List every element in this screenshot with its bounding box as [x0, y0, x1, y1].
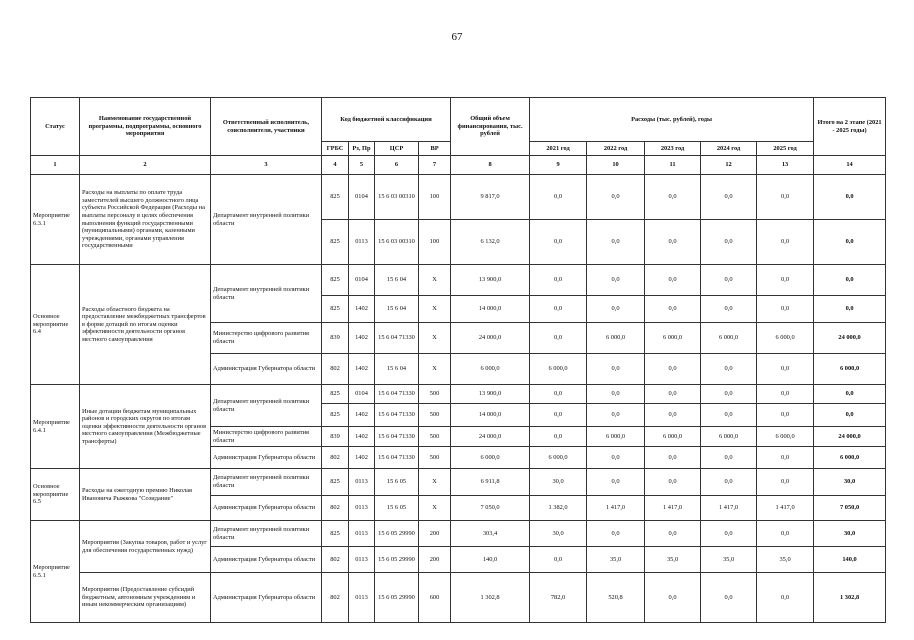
table-row — [31, 265, 886, 296]
year-2021-cell: 0,0 — [530, 385, 587, 404]
year-2024-cell: 0,0 — [701, 469, 757, 496]
name-cell: Иные дотации бюджетам муниципальных районов и городских округов по итогам оценки эффективности деятельности органов местного самоуправления (Межбюджетные трансферты) — [80, 385, 211, 469]
year-2025-cell: 0,0 — [757, 296, 814, 323]
csr-cell: 15 6 04 — [375, 265, 419, 296]
year-2024-cell: 1 417,0 — [701, 496, 757, 521]
vr-cell: 100 — [419, 220, 451, 265]
grbs-cell: 825 — [322, 265, 349, 296]
year-2025-cell: 0,0 — [757, 175, 814, 220]
year-2022-cell: 0,0 — [587, 469, 645, 496]
year-2022-cell: 0,0 — [587, 404, 645, 427]
stage-total-cell: 0,0 — [814, 296, 886, 323]
year-2025-cell: 0,0 — [757, 354, 814, 385]
year-2025-cell: 0,0 — [757, 469, 814, 496]
status-cell: Мероприятие 6.4.1 — [31, 385, 80, 469]
header-year-2022: 2022 год — [587, 142, 645, 156]
stage-total-cell: 6 000,0 — [814, 447, 886, 469]
header-rzpr: Рз, Пр — [349, 142, 375, 156]
csr-cell: 15 6 03 00310 — [375, 175, 419, 220]
executor-cell: Департамент внутренней политики области — [211, 265, 322, 323]
year-2024-cell: 0,0 — [701, 573, 757, 623]
grbs-cell: 802 — [322, 547, 349, 573]
vr-cell: 200 — [419, 521, 451, 547]
grbs-cell: 825 — [322, 404, 349, 427]
csr-cell: 15 6 03 00310 — [375, 220, 419, 265]
vr-cell: X — [419, 296, 451, 323]
year-2023-cell: 0,0 — [645, 296, 701, 323]
vr-cell: X — [419, 469, 451, 496]
total-cell: 7 050,0 — [451, 496, 530, 521]
year-2023-cell: 1 417,0 — [645, 496, 701, 521]
rzpr-cell: 0104 — [349, 175, 375, 220]
header-expenses: Расходы (тыс. рублей), годы — [530, 98, 814, 142]
rzpr-cell: 0113 — [349, 573, 375, 623]
status-cell: Основное мероприятие 6.4 — [31, 265, 80, 385]
total-cell: 6 000,0 — [451, 447, 530, 469]
csr-cell: 15 6 04 — [375, 354, 419, 385]
stage-total-cell: 0,0 — [814, 265, 886, 296]
executor-cell: Министерство цифрового развития области — [211, 323, 322, 354]
rzpr-cell: 1402 — [349, 447, 375, 469]
executor-cell: Администрация Губернатора области — [211, 447, 322, 469]
year-2023-cell: 0,0 — [645, 385, 701, 404]
year-2023-cell: 0,0 — [645, 404, 701, 427]
total-cell: 9 817,0 — [451, 175, 530, 220]
table-row — [31, 385, 886, 404]
executor-cell: Администрация Губернатора области — [211, 547, 322, 573]
name-cell: Расходы областного бюджета на предоставление межбюджетных трансфертов в форме дотаций по итогам оценки эффективности деятельности органов местного самоуправления — [80, 265, 211, 385]
grbs-cell: 825 — [322, 469, 349, 496]
year-2025-cell: 0,0 — [757, 447, 814, 469]
header-csr: ЦСР — [375, 142, 419, 156]
grbs-cell: 825 — [322, 385, 349, 404]
year-2024-cell: 6 000,0 — [701, 427, 757, 447]
column-number: 11 — [645, 156, 701, 175]
year-2025-cell: 0,0 — [757, 404, 814, 427]
csr-cell: 15 6 05 29990 — [375, 573, 419, 623]
year-2025-cell: 6 000,0 — [757, 427, 814, 447]
column-number: 3 — [211, 156, 322, 175]
year-2023-cell: 0,0 — [645, 573, 701, 623]
vr-cell: X — [419, 354, 451, 385]
stage-total-cell: 30,0 — [814, 521, 886, 547]
year-2025-cell: 0,0 — [757, 385, 814, 404]
stage-total-cell: 1 302,8 — [814, 573, 886, 623]
year-2024-cell: 6 000,0 — [701, 323, 757, 354]
total-cell: 13 900,0 — [451, 385, 530, 404]
total-cell: 13 900,0 — [451, 265, 530, 296]
name-cell: Мероприятия (Предоставление субсидий бюджетным, автономным учреждениям и иным некоммерческим организациям) — [80, 573, 211, 623]
rzpr-cell: 1402 — [349, 404, 375, 427]
column-number: 9 — [530, 156, 587, 175]
vr-cell: 500 — [419, 404, 451, 427]
year-2021-cell: 0,0 — [530, 220, 587, 265]
rzpr-cell: 1402 — [349, 427, 375, 447]
column-number: 7 — [419, 156, 451, 175]
year-2023-cell: 0,0 — [645, 447, 701, 469]
column-number: 2 — [80, 156, 211, 175]
rzpr-cell: 1402 — [349, 354, 375, 385]
year-2021-cell: 782,0 — [530, 573, 587, 623]
column-number: 1 — [31, 156, 80, 175]
csr-cell: 15 6 05 29990 — [375, 521, 419, 547]
vr-cell: 500 — [419, 385, 451, 404]
vr-cell: 500 — [419, 447, 451, 469]
year-2023-cell: 0,0 — [645, 220, 701, 265]
year-2022-cell: 6 000,0 — [587, 427, 645, 447]
vr-cell: X — [419, 323, 451, 354]
column-number: 13 — [757, 156, 814, 175]
grbs-cell: 802 — [322, 447, 349, 469]
stage-total-cell: 0,0 — [814, 404, 886, 427]
header-grbs: ГРБС — [322, 142, 349, 156]
year-2025-cell: 35,0 — [757, 547, 814, 573]
page-number: 67 — [451, 31, 463, 43]
stage-total-cell: 24 000,0 — [814, 427, 886, 447]
vr-cell: 200 — [419, 547, 451, 573]
vr-cell: 100 — [419, 175, 451, 220]
year-2024-cell: 0,0 — [701, 265, 757, 296]
grbs-cell: 825 — [322, 220, 349, 265]
grbs-cell: 802 — [322, 573, 349, 623]
grbs-cell: 825 — [322, 296, 349, 323]
csr-cell: 15 6 04 71330 — [375, 447, 419, 469]
year-2021-cell: 0,0 — [530, 427, 587, 447]
total-cell: 6 000,0 — [451, 354, 530, 385]
name-cell: Расходы на выплаты по оплате труда заместителей высшего должностного лица субъекта Российской Федерации (Расходы на выплаты персоналу в целях обеспечения выполнения функций государственными (муниципальными) органами, казенными учреждениями, органами управления государственными — [80, 175, 211, 265]
year-2024-cell: 35,0 — [701, 547, 757, 573]
year-2023-cell: 6 000,0 — [645, 323, 701, 354]
name-cell: Мероприятия (Закупка товаров, работ и услуг для обеспечения государственных нужд) — [80, 521, 211, 573]
header-budget-code: Код бюджетной классификации — [322, 98, 451, 142]
grbs-cell: 825 — [322, 175, 349, 220]
stage-total-cell: 0,0 — [814, 175, 886, 220]
year-2023-cell: 0,0 — [645, 521, 701, 547]
year-2021-cell: 0,0 — [530, 404, 587, 427]
year-2021-cell: 0,0 — [530, 323, 587, 354]
year-2024-cell: 0,0 — [701, 354, 757, 385]
year-2023-cell: 6 000,0 — [645, 427, 701, 447]
stage-total-cell: 140,0 — [814, 547, 886, 573]
csr-cell: 15 6 04 — [375, 296, 419, 323]
vr-cell: 500 — [419, 427, 451, 447]
executor-cell: Департамент внутренней политики области — [211, 521, 322, 547]
stage-total-cell: 24 000,0 — [814, 323, 886, 354]
year-2023-cell: 0,0 — [645, 469, 701, 496]
stage-total-cell: 0,0 — [814, 220, 886, 265]
column-number: 12 — [701, 156, 757, 175]
header-stage-total: Итого на 2 этапе (2021 - 2025 годы) — [814, 98, 886, 156]
year-2025-cell: 0,0 — [757, 521, 814, 547]
executor-cell: Администрация Губернатора области — [211, 354, 322, 385]
total-cell: 14 000,0 — [451, 296, 530, 323]
column-number-row — [31, 156, 886, 175]
executor-cell: Департамент внутренней политики области — [211, 469, 322, 496]
year-2024-cell: 0,0 — [701, 447, 757, 469]
column-number: 14 — [814, 156, 886, 175]
header-executor: Ответственный исполнитель, соисполнители, участники — [211, 98, 322, 156]
executor-cell: Администрация Губернатора области — [211, 496, 322, 521]
table-row — [31, 521, 886, 547]
header-year-2025: 2025 год — [757, 142, 814, 156]
grbs-cell: 825 — [322, 521, 349, 547]
year-2024-cell: 0,0 — [701, 175, 757, 220]
year-2022-cell: 6 000,0 — [587, 323, 645, 354]
header-status: Статус — [31, 98, 80, 156]
rzpr-cell: 1402 — [349, 296, 375, 323]
rzpr-cell: 0113 — [349, 547, 375, 573]
year-2023-cell: 0,0 — [645, 265, 701, 296]
year-2022-cell: 1 417,0 — [587, 496, 645, 521]
csr-cell: 15 6 05 — [375, 496, 419, 521]
header-year-2023: 2023 год — [645, 142, 701, 156]
header-total-financing: Общий объем финансирования, тыс. рублей — [451, 98, 530, 156]
csr-cell: 15 6 04 71330 — [375, 404, 419, 427]
year-2024-cell: 0,0 — [701, 296, 757, 323]
year-2024-cell: 0,0 — [701, 521, 757, 547]
year-2022-cell: 35,0 — [587, 547, 645, 573]
year-2021-cell: 30,0 — [530, 469, 587, 496]
year-2022-cell: 0,0 — [587, 447, 645, 469]
year-2022-cell: 0,0 — [587, 220, 645, 265]
total-cell: 6 132,0 — [451, 220, 530, 265]
total-cell: 303,4 — [451, 521, 530, 547]
csr-cell: 15 6 04 71330 — [375, 385, 419, 404]
csr-cell: 15 6 05 — [375, 469, 419, 496]
column-number: 5 — [349, 156, 375, 175]
year-2022-cell: 0,0 — [587, 265, 645, 296]
total-cell: 24 000,0 — [451, 427, 530, 447]
header-year-2024: 2024 год — [701, 142, 757, 156]
grbs-cell: 802 — [322, 354, 349, 385]
year-2022-cell: 0,0 — [587, 354, 645, 385]
grbs-cell: 839 — [322, 427, 349, 447]
header-vr: ВР — [419, 142, 451, 156]
executor-cell: Департамент внутренней политики области — [211, 385, 322, 427]
total-cell: 24 000,0 — [451, 323, 530, 354]
year-2022-cell: 520,8 — [587, 573, 645, 623]
year-2025-cell: 6 000,0 — [757, 323, 814, 354]
stage-total-cell: 6 000,0 — [814, 354, 886, 385]
vr-cell: X — [419, 496, 451, 521]
year-2024-cell: 0,0 — [701, 220, 757, 265]
total-cell: 14 000,0 — [451, 404, 530, 427]
year-2025-cell: 0,0 — [757, 265, 814, 296]
year-2023-cell: 35,0 — [645, 547, 701, 573]
rzpr-cell: 0113 — [349, 521, 375, 547]
header-name: Наименование государственной программы, подпрограммы, основного мероприятия — [80, 98, 211, 156]
status-cell: Мероприятие 6.3.1 — [31, 175, 80, 265]
year-2021-cell: 6 000,0 — [530, 354, 587, 385]
year-2024-cell: 0,0 — [701, 404, 757, 427]
rzpr-cell: 1402 — [349, 323, 375, 354]
column-number: 6 — [375, 156, 419, 175]
column-number: 4 — [322, 156, 349, 175]
status-cell: Мероприятие 6.5.1 — [31, 521, 80, 623]
rzpr-cell: 0104 — [349, 385, 375, 404]
stage-total-cell: 0,0 — [814, 385, 886, 404]
header-row — [31, 98, 886, 142]
year-2023-cell: 0,0 — [645, 354, 701, 385]
status-cell: Основное мероприятие 6.5 — [31, 469, 80, 521]
executor-cell: Министерство цифрового развития области — [211, 427, 322, 447]
grbs-cell: 802 — [322, 496, 349, 521]
rzpr-cell: 0104 — [349, 265, 375, 296]
table-row — [31, 469, 886, 496]
csr-cell: 15 6 04 71330 — [375, 323, 419, 354]
year-2021-cell: 30,0 — [530, 521, 587, 547]
year-2022-cell: 0,0 — [587, 175, 645, 220]
year-2022-cell: 0,0 — [587, 521, 645, 547]
year-2022-cell: 0,0 — [587, 296, 645, 323]
year-2025-cell: 0,0 — [757, 220, 814, 265]
year-2021-cell: 0,0 — [530, 175, 587, 220]
csr-cell: 15 6 05 29990 — [375, 547, 419, 573]
table-row — [31, 175, 886, 220]
vr-cell: X — [419, 265, 451, 296]
csr-cell: 15 6 04 71330 — [375, 427, 419, 447]
financing-table — [30, 97, 886, 623]
header-year-2021: 2021 год — [530, 142, 587, 156]
grbs-cell: 839 — [322, 323, 349, 354]
year-2024-cell: 0,0 — [701, 385, 757, 404]
total-cell: 140,0 — [451, 547, 530, 573]
total-cell: 6 911,8 — [451, 469, 530, 496]
column-number: 8 — [451, 156, 530, 175]
name-cell: Расходы на ежегодную премию Николая Ивановича Рыжкова "Созидание" — [80, 469, 211, 521]
year-2021-cell: 0,0 — [530, 547, 587, 573]
rzpr-cell: 0113 — [349, 469, 375, 496]
table-row — [31, 573, 886, 623]
stage-total-cell: 30,0 — [814, 469, 886, 496]
year-2021-cell: 0,0 — [530, 265, 587, 296]
year-2022-cell: 0,0 — [587, 385, 645, 404]
year-2021-cell: 6 000,0 — [530, 447, 587, 469]
executor-cell: Департамент внутренней политики области — [211, 175, 322, 265]
rzpr-cell: 0113 — [349, 220, 375, 265]
year-2021-cell: 1 382,0 — [530, 496, 587, 521]
column-number: 10 — [587, 156, 645, 175]
year-2025-cell: 1 417,0 — [757, 496, 814, 521]
rzpr-cell: 0113 — [349, 496, 375, 521]
executor-cell: Администрация Губернатора области — [211, 573, 322, 623]
year-2021-cell: 0,0 — [530, 296, 587, 323]
year-2025-cell: 0,0 — [757, 573, 814, 623]
total-cell: 1 302,8 — [451, 573, 530, 623]
stage-total-cell: 7 050,0 — [814, 496, 886, 521]
year-2023-cell: 0,0 — [645, 175, 701, 220]
vr-cell: 600 — [419, 573, 451, 623]
